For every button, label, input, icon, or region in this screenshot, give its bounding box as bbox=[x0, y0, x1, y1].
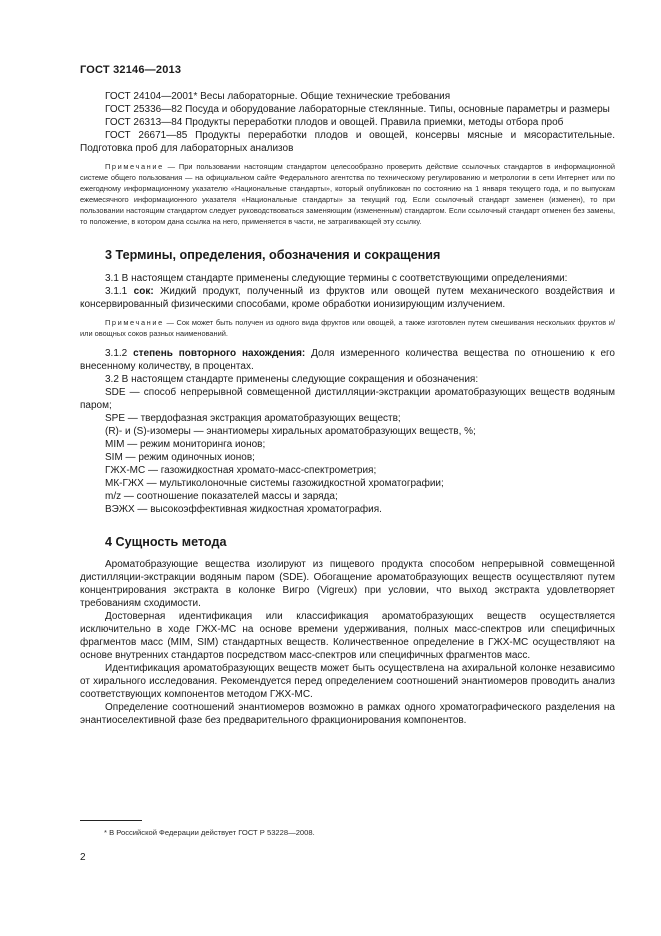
note-text: — Сок может быть получен из одного вида фруктов или овощей, а также изготовлен путем смешивания нескольких фруктов и/или овощных соков разных наименований. bbox=[80, 318, 615, 338]
abbreviation-item: (R)- и (S)-изомеры — энантиомеры хиральных ароматобразующих веществ, %; bbox=[105, 426, 476, 437]
normative-reference: ГОСТ 25336—82 Посуда и оборудование лабораторные стеклянные. Типы, основные параметры и размеры bbox=[105, 104, 610, 115]
page-header-standard-number: ГОСТ 32146—2013 bbox=[80, 64, 182, 76]
note-label: Примечание bbox=[105, 318, 164, 327]
note-label: Примечание bbox=[105, 162, 164, 171]
term-recovery-rate: степень повторного нахождения: bbox=[133, 348, 306, 359]
section-4-heading: 4 Сущность метода bbox=[105, 535, 227, 549]
clause-3-1: 3.1 В настоящем стандарте применены следующие термины с соответствующими определениями: bbox=[105, 273, 568, 284]
method-paragraph: Достоверная идентификация или классификация ароматобразующих веществ осуществляется исключительно в ходе ГЖХ-МС на основе времени удерживания, полных масс-спектров или специфичных фрагментов масс (MIM, SIM) стандартных веществ. Количественное определение в ГЖХ-МС осуществляют на основе внутренних стандартов посредством масс-спектров или специфичных фрагментов масс. bbox=[80, 611, 615, 661]
abbreviation-item: SIM — режим одиночных ионов; bbox=[105, 452, 255, 463]
page-content bbox=[80, 90, 615, 727]
clause-number: 3.1.2 bbox=[105, 348, 134, 359]
footnote-divider bbox=[80, 820, 142, 821]
term-juice: сок: bbox=[133, 286, 154, 297]
method-paragraph: Идентификация ароматобразующих веществ может быть осуществлена на ахиральной колонке независимо от хирального исследования. Рекомендуется перед определением соотношений энантиомеров проводить анализ соответствующих компонентов методом ГЖХ-МС. bbox=[80, 663, 615, 700]
clause-3-1-1 bbox=[80, 285, 615, 311]
normative-reference: ГОСТ 24104—2001* Весы лабораторные. Общие технические требования bbox=[105, 91, 451, 102]
abbreviation-item: ВЭЖХ — высокоэффективная жидкостная хроматография. bbox=[105, 504, 382, 515]
note-text: — При пользовании настоящим стандартом целесообразно проверить действие ссылочных стандартов в информационной системе общего пользования — на официальном сайте Федерального агентства по техническому регулированию и метрологии в сети Интернет или по ежегодному информационному указателю «Национальные стандарты», который опубликован по состоянию на 1 января текущего года, и по выпускам ежемесячного информационного указателя «Национальные стандарты» за текущий год. Если ссылочный стандарт заменен (изменен), то при пользовании настоящим стандартом следует руководствоваться заменяющим (измененным) стандартом. Если ссылочный стандарт отменен без замены, то положение, в котором дана ссылка на него, применяется в части, не затрагивающей эту ссылку. bbox=[80, 162, 615, 226]
abbreviation-item: ГЖХ-МС — газожидкостная хромато-масс-спектрометрия; bbox=[105, 465, 377, 476]
method-paragraph: Определение соотношений энантиомеров возможно в рамках одного хроматографического разделения на энантиоселективной фазе без предварительного фракционирования компонентов. bbox=[80, 702, 615, 726]
section-3-heading: 3 Термины, определения, обозначения и сокращения bbox=[105, 248, 441, 262]
normative-reference: ГОСТ 26671—85 Продукты переработки плодов и овощей, консервы мясные и мясорастительные. Подготовка проб для лабораторных анализов bbox=[80, 130, 615, 154]
term-definition: Жидкий продукт, полученный из фруктов или овощей путем механического воздействия и консервированный физическими способами, кроме обработки ионизирующим излучением. bbox=[80, 286, 616, 310]
clause-3-1-2 bbox=[80, 347, 615, 373]
abbreviation-item: SDE — способ непрерывной совмещенной дистилляции-экстракции ароматобразующих веществ водяным паром; bbox=[80, 387, 615, 411]
normative-reference: ГОСТ 26313—84 Продукты переработки плодов и овощей. Правила приемки, методы отбора проб bbox=[105, 117, 564, 128]
footnote: * В Российской Федерации действует ГОСТ Р 53228—2008. bbox=[104, 828, 315, 837]
abbreviation-item: SPE — твердофазная экстракция ароматобразующих веществ; bbox=[105, 413, 401, 424]
clause-3-2: 3.2 В настоящем стандарте применены следующие сокращения и обозначения: bbox=[105, 374, 479, 385]
juice-note bbox=[80, 317, 615, 339]
abbreviation-item: МК-ГЖХ — мультиколоночные системы газожидкостной хроматографии; bbox=[105, 478, 444, 489]
abbreviation-item: MIM — режим мониторинга ионов; bbox=[105, 439, 266, 450]
reference-note bbox=[80, 161, 615, 227]
method-paragraph: Ароматобразующие вещества изолируют из пищевого продукта способом непрерывной совмещенной дистилляции-экстракции водяным паром (SDE). Обогащение ароматобразующих веществ осуществляют путем концентрирования экстракта в колонке Вигро (Vigreux) при условии, что выход экстракта удовлетворяет требованиям сходимости. bbox=[80, 559, 615, 609]
clause-number: 3.1.1 bbox=[105, 286, 134, 297]
term-definition: Доля измеренного количества вещества по отношению к его внесенному количеству, в процентах. bbox=[80, 348, 615, 372]
abbreviation-item: m/z — соотношение показателей массы и заряда; bbox=[105, 491, 338, 502]
page-number: 2 bbox=[80, 852, 86, 863]
